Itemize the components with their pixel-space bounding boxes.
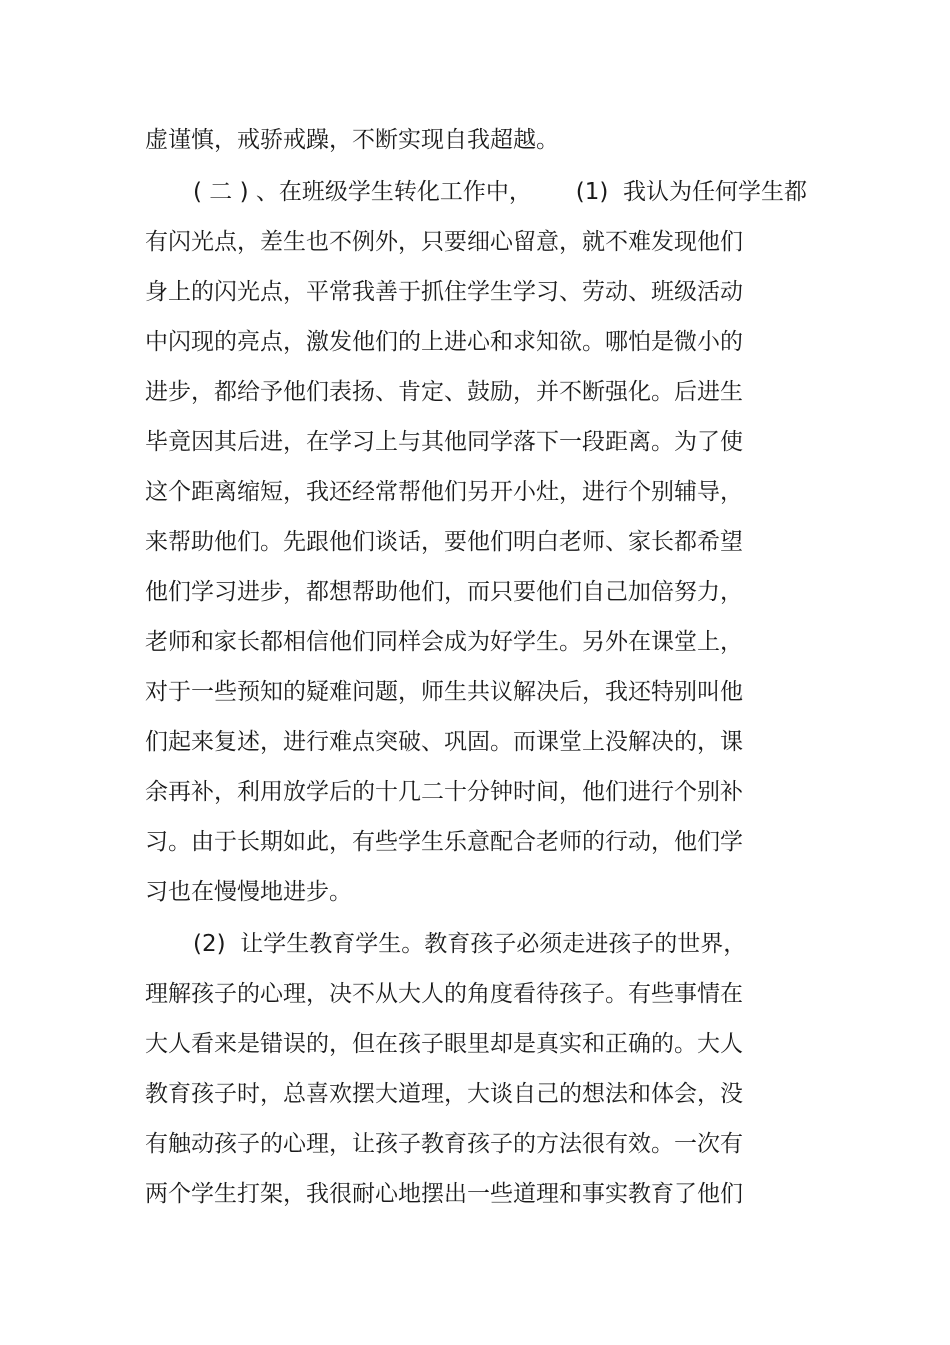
text-line-13: 们起来复述，进行难点突破、巩固。而课堂上没解决的，课 bbox=[145, 729, 743, 755]
text-line-16: 习也在慢慢地进步。 bbox=[145, 879, 352, 905]
text-line-7: 毕竟因其后进，在学习上与其他同学落下一段距离。为了使 bbox=[145, 429, 743, 455]
text-line-8: 这个距离缩短，我还经常帮他们另开小灶，进行个别辅导， bbox=[145, 479, 743, 505]
text-line-14: 余再补，利用放学后的十几二十分钟时间，他们进行个别补 bbox=[145, 779, 743, 805]
text-line-11: 老师和家长都相信他们同样会成为好学生。另外在课堂上， bbox=[145, 629, 743, 655]
text-line-4: 身上的闪光点，平常我善于抓住学生学习、劳动、班级活动 bbox=[145, 279, 743, 305]
text-line-20: 教育孩子时，总喜欢摆大道理，大谈自己的想法和体会，没 bbox=[145, 1081, 743, 1107]
text-line-9: 来帮助他们。先跟他们谈话，要他们明白老师、家长都希望 bbox=[145, 529, 743, 555]
text-line-15: 习。由于长期如此，有些学生乐意配合老师的行动，他们学 bbox=[145, 829, 743, 855]
text-line-6: 进步，都给予他们表扬、肯定、鼓励，并不断强化。后进生 bbox=[145, 379, 743, 405]
text-line-1: 虚谨慎，戒骄戒躁，不断实现自我超越。 bbox=[145, 127, 559, 153]
text-line-10: 他们学习进步，都想帮助他们，而只要他们自己加倍努力， bbox=[145, 579, 743, 605]
text-line-12: 对于一些预知的疑难问题，师生共议解决后，我还特别叫他 bbox=[145, 679, 743, 705]
text-line-2: ( 二 ) 、在班级学生转化工作中， (1) 我认为任何学生都 bbox=[193, 179, 807, 205]
text-line-17: (2) 让学生教育学生。教育孩子必须走进孩子的世界， bbox=[193, 931, 747, 957]
text-line-5: 中闪现的亮点，激发他们的上进心和求知欲。哪怕是微小的 bbox=[145, 329, 743, 355]
text-line-22: 两个学生打架，我很耐心地摆出一些道理和事实教育了他们 bbox=[145, 1181, 743, 1207]
text-line-3: 有闪光点，差生也不例外，只要细心留意，就不难发现他们 bbox=[145, 229, 743, 255]
text-line-19: 大人看来是错误的，但在孩子眼里却是真实和正确的。大人 bbox=[145, 1031, 743, 1057]
text-line-21: 有触动孩子的心理，让孩子教育孩子的方法很有效。一次有 bbox=[145, 1131, 743, 1157]
text-line-18: 理解孩子的心理，决不从大人的角度看待孩子。有些事情在 bbox=[145, 981, 743, 1007]
